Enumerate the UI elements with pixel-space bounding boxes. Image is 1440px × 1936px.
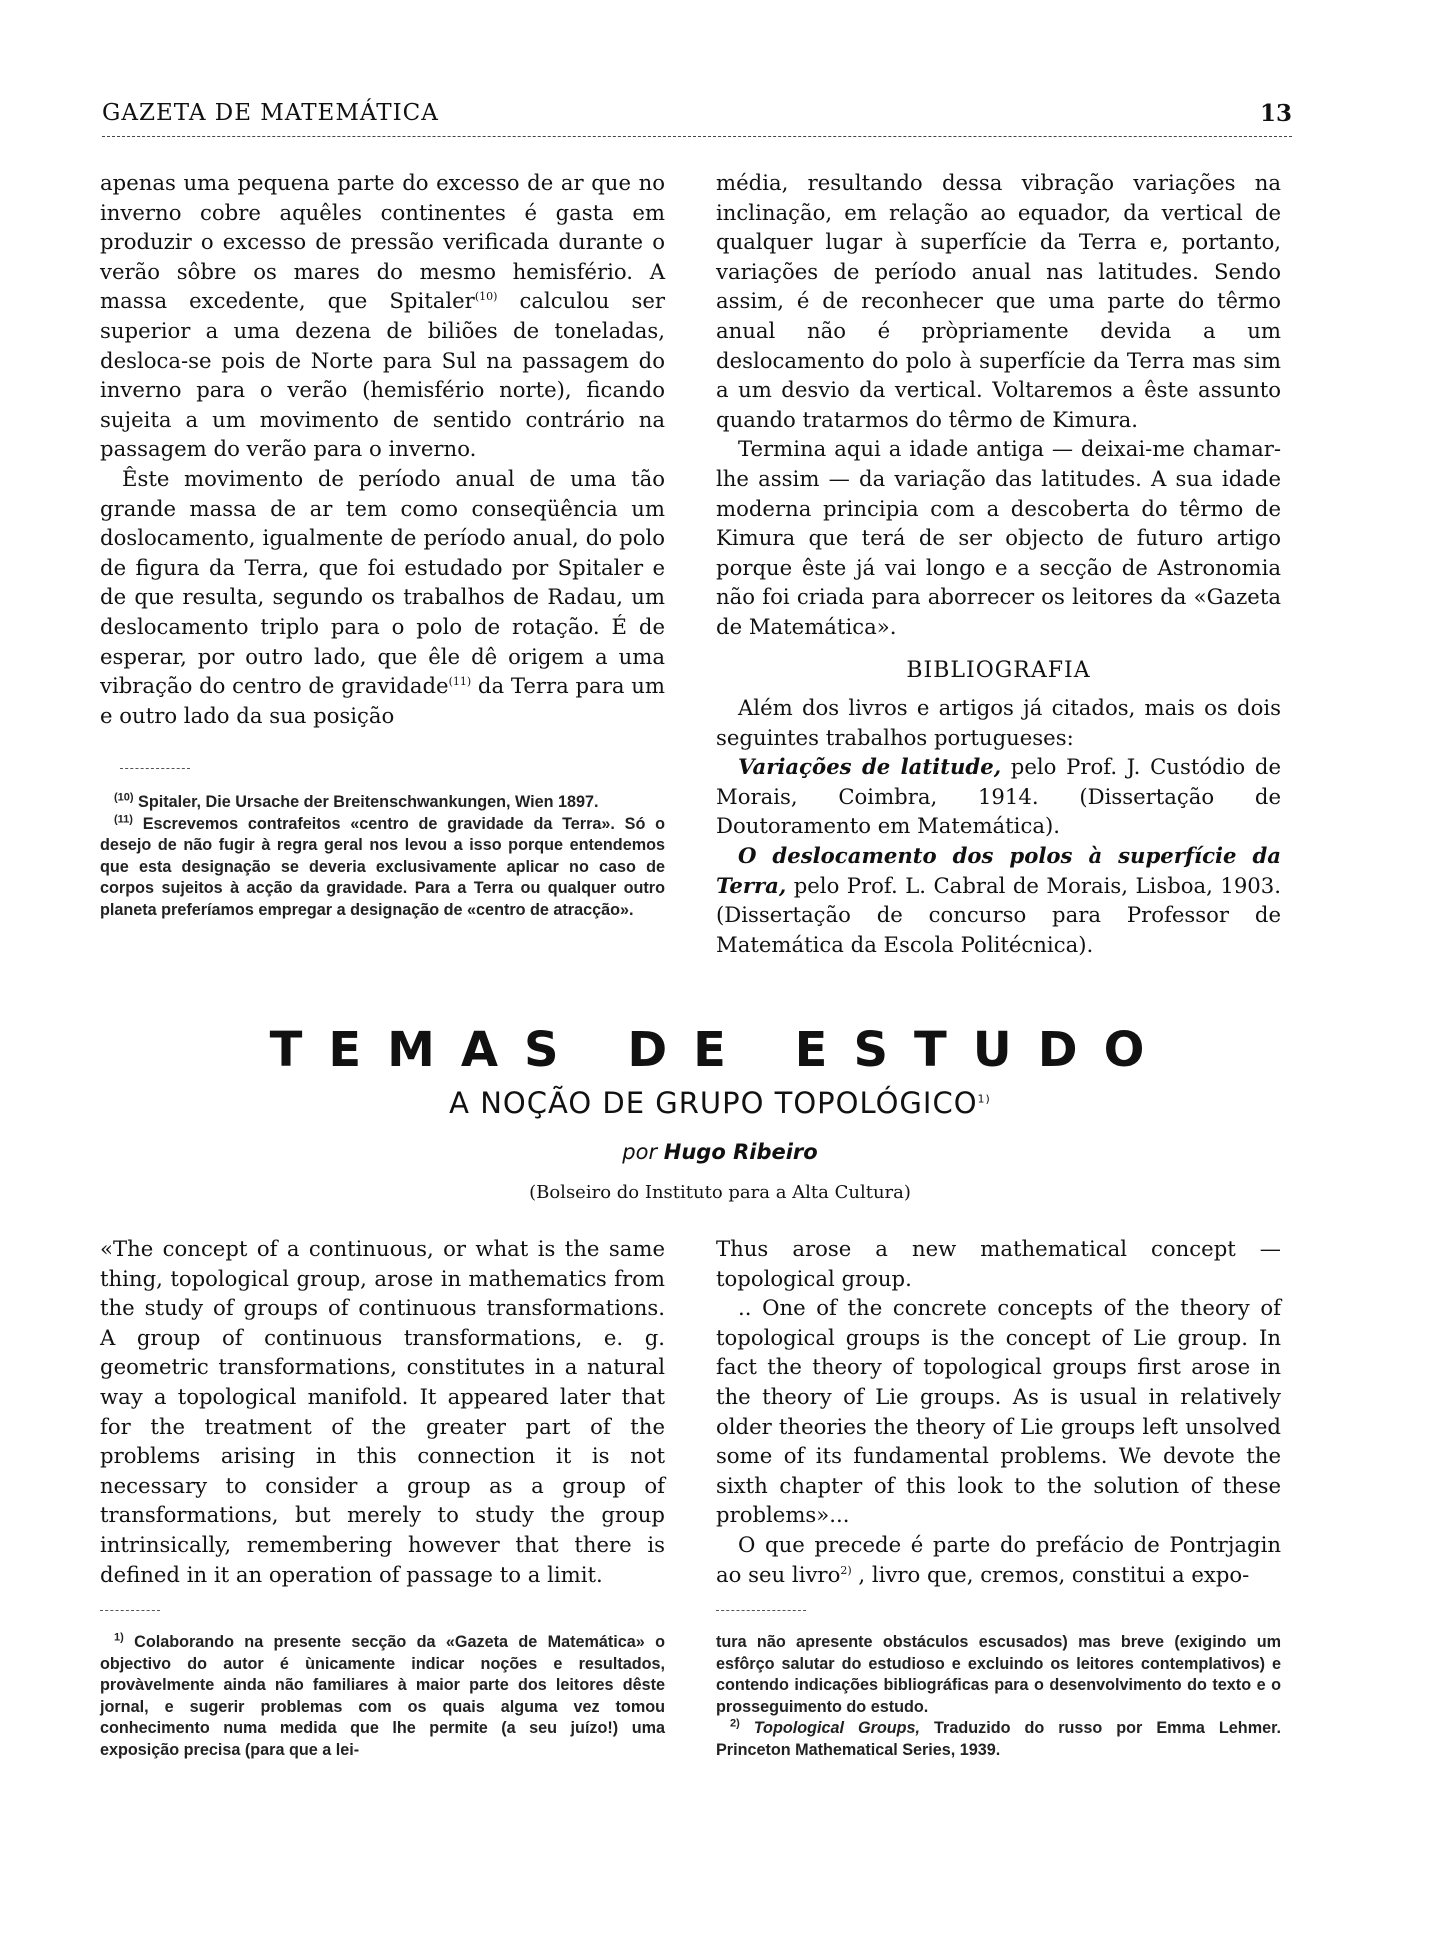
- footnote: $^{2)}$ Topological Groups, Traduzido do russo por Emma Lehmer. Princeton Mathematical Series, 1939.: [716, 1717, 1281, 1759]
- footnote-ref: (10): [474, 290, 498, 304]
- paragraph: Termina aqui a idade antiga — deixai-me chamar-lhe assim — da variação das latitudes. A sua idade moderna principia com a descoberta do têrmo de Kimura que terá de ser objecto de futuro artigo porque êste já vai longo e a secção de Astronomia não foi criada para aborrecer os leitores da «Gazeta de Matemática».: [716, 436, 1281, 639]
- footnote-ref: (11): [448, 675, 472, 689]
- author-name: Hugo Ribeiro: [663, 1140, 818, 1164]
- footnote: $^{1)}$ Colaborando na presente secção da «Gazeta de Matemática» o objectivo do autor é ùnicamente indicar noções e resultados, provàvelmente ainda não familiares à maior parte dos leitores dêste jornal, e sugerir problemas com os quais alguma vez tomou conhecimento numa medida que lhe permite (a seu juízo!) uma exposição precisa (para que a lei-: [100, 1631, 665, 1759]
- bottom-left-column: [100, 1234, 665, 1589]
- top-left-footnotes: [100, 792, 665, 922]
- page-number: 13: [1259, 100, 1292, 127]
- top-left-column: [100, 168, 665, 730]
- running-header: [102, 96, 1292, 137]
- paragraph: O que precede é parte do prefácio de Pontrjagin ao seu livro$^{2)}$ , livro que, cremos, constitui a expo-: [716, 1531, 1281, 1587]
- paragraph: .. One of the concrete concepts of the theory of topological groups is the concept of Lie group. In fact the theory of topological groups first arose in the theory of Lie groups. As is usual in relatively older theories the theory of Lie groups left unsolved some of its fundamental problems. We devote the sixth chapter of this look to the solution of these problems»...: [716, 1295, 1281, 1528]
- article-title: A NOÇÃO DE GRUPO TOPOLÓGICO$^{1)}$: [449, 1086, 991, 1120]
- paragraph: Êste movimento de período anual de uma tão grande massa de ar tem como conseqüência um doslocamento, igualmente de período anual, do polo de figura da Terra, que foi estudado por Spitaler e de que resulta, segundo os trabalhos de Radau, um deslocamento triplo para o polo de rotação. É de esperar, por outro lado, que êle dê origem a uma vibração do centro de gravidade$^{(11)}$ da Terra para um e outro lado da sua posição: [100, 465, 665, 728]
- byline: por Hugo Ribeiro: [622, 1140, 818, 1164]
- paragraph: «The concept of a continuous, or what is the same thing, topological group, arose in mathematics from the study of groups of continuous transformations. A group of continuous transformations, e. g. geometric transformations, constitutes in a natural way a topological manifold. It appeared later that for the treatment of the greater part of the problems arising in this connection it is not necessary to consider a group as a group of transformations, but merely to study the group intrinsically, remembering however that there is defined in it an operation of passage to a limit.: [100, 1236, 665, 1587]
- bottom-left-footnote: [100, 1632, 665, 1762]
- footnote-divider: [100, 1610, 160, 1611]
- bibliography-entry: O deslocamento dos polos à superfície da Terra, pelo Prof. L. Cabral de Morais, Lisboa, 1903. (Dissertação de concurso para Professor de Matemática da Escola Politécnica).: [716, 843, 1281, 957]
- paragraph: Além dos livros e artigos já citados, mais os dois seguintes trabalhos portugueses:: [716, 695, 1281, 750]
- footnote-continuation: tura não apresente obstáculos escusados) mas breve (exigindo um esfôrço salutar do estudioso e excluindo os leitores contemplativos) e contendo indicações bibliográficas para o desenvolvimento do texto e o prosseguimento do estudo.: [716, 1633, 1281, 1716]
- paragraph: apenas uma pequena parte do excesso de ar que no inverno cobre aquêles continentes é gasta em produzir o excesso de pressão verificada durante o verão sôbre os mares do mesmo hemisfério. A massa excedente, que Spitaler$^{(10)}$ calculou ser superior a uma dezena de biliões de toneladas, desloca-se pois de Norte para Sul na passagem do inverno para o verão (hemisfério norte), ficando sujeita a um movimento de sentido contrário na passagem do verão para o inverno.: [100, 170, 665, 462]
- footnote-divider: [716, 1610, 806, 1611]
- bottom-right-footnotes: [716, 1632, 1281, 1762]
- author-affiliation: (Bolseiro do Instituto para a Alta Cultura): [529, 1182, 911, 1203]
- footnote: $^{(10)}$ Spitaler, Die Ursache der Breitenschwankungen, Wien 1897.: [114, 791, 599, 811]
- footnote-ref: 1): [977, 1092, 991, 1106]
- top-right-column: [716, 168, 1281, 959]
- footnote-ref: 2): [840, 1563, 852, 1577]
- paragraph: média, resultando dessa vibração variações na inclinação, em relação ao equador, da vertical de qualquer lugar à superfície da Terra e, portanto, variações de período anual nas latitudes. Sendo assim, é de reconhecer que uma parte do têrmo anual não é pròpriamente devida a um deslocamento do polo à superfície da Terra mas sim a um desvio da vertical. Voltaremos a êste assunto quando tratarmos do têrmo de Kimura.: [716, 170, 1281, 432]
- footnote: $^{(11)}$ Escrevemos contrafeitos «centro de gravidade da Terra». Só o desejo de não fugir à regra geral nos levou a isso porque entendemos que esta designação se deveria exclusivamente aplicar no caso de corpos sujeitos à acção da gravidade. Para a Terra ou qualquer outro planeta preferíamos empregar a designação de «centro de atracção».: [100, 813, 665, 919]
- bibliography-entry: Variações de latitude, pelo Prof. J. Custódio de Morais, Coimbra, 1914. (Dissertação de Doutoramento em Matemática).: [716, 754, 1281, 839]
- bottom-right-column: [716, 1234, 1281, 1589]
- bibliography-heading: BIBLIOGRAFIA: [906, 657, 1091, 683]
- footnote-divider: [120, 768, 190, 769]
- journal-title: GAZETA DE MATEMÁTICA: [102, 100, 439, 126]
- paragraph: Thus arose a new mathematical concept — topological group.: [716, 1236, 1281, 1291]
- section-title: TEMAS DE ESTUDO: [269, 1022, 1171, 1078]
